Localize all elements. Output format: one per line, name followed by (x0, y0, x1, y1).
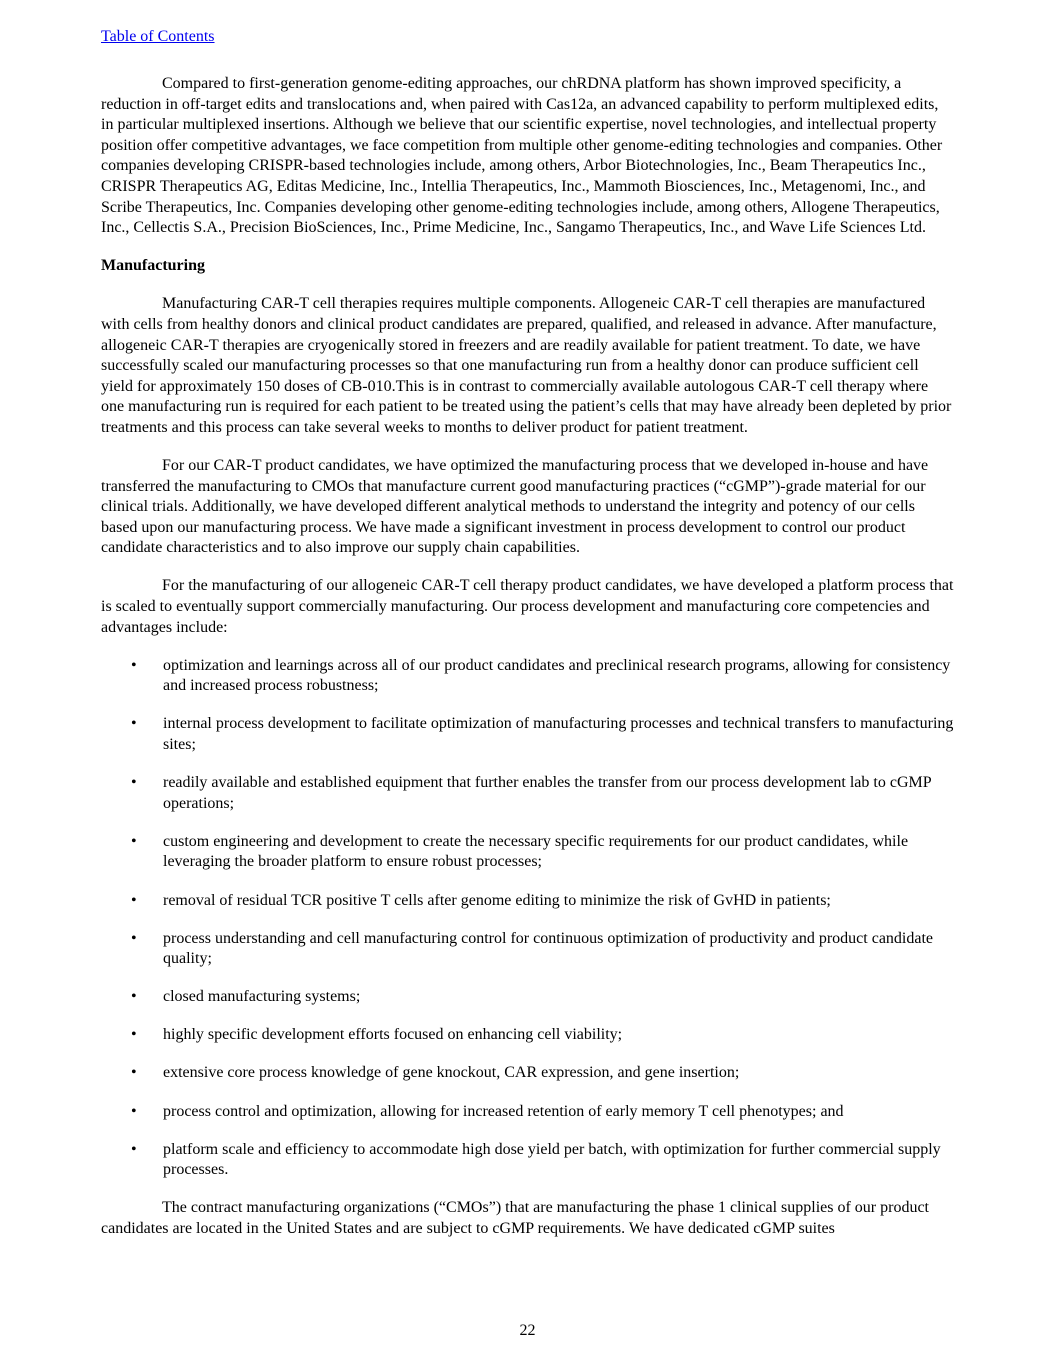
list-item-text: internal process development to facilitate optimization of manufacturing processes and technical transfers to manufacturing sites; (163, 715, 954, 754)
bullet-icon: • (131, 1026, 137, 1044)
bullet-icon: • (131, 832, 137, 850)
list-item-text: removal of residual TCR positive T cells after genome editing to minimize the risk of GvHD in patients; (163, 891, 831, 909)
manufacturing-paragraph: For our CAR-T product candidates, we have optimized the manufacturing process that we developed in-house and have transferred the manufacturing to CMOs that manufacture current good manufacturing practices (“cGMP”)-grade material for our clinical trials. Additionally, we have developed different analytical methods to understand the integrity and potency of our cells based upon our manufacturing process. We have made a significant investment in process development to control our product candidate characteristics and to also improve our supply chain capabilities. (101, 457, 929, 557)
list-item-text: platform scale and efficiency to accommodate high dose yield per batch, with optimization for further commercial supply processes. (163, 1140, 941, 1179)
manufacturing-paragraph: For the manufacturing of our allogeneic CAR-T cell therapy product candidates, we have developed a platform process that is scaled to eventually support commercially manufacturing. Our process development and manufacturing core competencies and advantages include: (101, 577, 954, 636)
bullet-icon: • (131, 891, 137, 909)
bullet-icon: • (131, 929, 137, 947)
bullet-icon: • (131, 1102, 137, 1120)
list-item-text: extensive core process knowledge of gene knockout, CAR expression, and gene insertion; (163, 1064, 740, 1082)
list-item (101, 1063, 954, 1084)
list-item-text: process control and optimization, allowing for increased retention of early memory T cell phenotypes; and (163, 1102, 844, 1120)
manufacturing-heading: Manufacturing (101, 257, 205, 275)
list-item-text: closed manufacturing systems; (163, 988, 361, 1006)
bullet-icon: • (131, 656, 137, 674)
list-item (101, 773, 954, 814)
document-body (101, 74, 954, 1257)
table-of-contents-link[interactable]: Table of Contents (101, 28, 215, 45)
list-item (101, 1102, 954, 1123)
list-item (101, 891, 954, 912)
list-item-text: optimization and learnings across all of our product candidates and preclinical research programs, allowing for consistency and increased process robustness; (163, 656, 951, 695)
competition-paragraph: Compared to first-generation genome-editing approaches, our chRDNA platform has shown improved specificity, a reduction in off-target edits and translocations and, when paired with Cas12a, an advanced capability to perform multiplexed edits, in particular multiplexed insertions. Although we believe that our scientific expertise, novel technologies, and intellectual property position offer competitive advantages, we face competition from multiple other genome-editing technologies and companies. Other companies developing CRISPR-based technologies include, among others, Arbor Biotechnologies, Inc., Beam Therapeutics Inc., CRISPR Therapeutics AG, Editas Medicine, Inc., Intellia Therapeutics, Inc., Mammoth Biosciences, Inc., Metagenomi, Inc., and Scribe Therapeutics, Inc. Companies developing other genome-editing technologies include, among others, Allogene Therapeutics, Inc., Cellectis S.A., Precision BioSciences, Inc., Prime Medicine, Inc., Sangamo Therapeutics, Inc., and Wave Life Sciences Ltd. (101, 75, 943, 237)
list-item (101, 987, 954, 1008)
bullet-icon: • (131, 715, 137, 733)
competencies-list (101, 656, 954, 1181)
bullet-icon: • (131, 1064, 137, 1082)
manufacturing-paragraph: Manufacturing CAR-T cell therapies requires multiple components. Allogeneic CAR-T cell therapies are manufactured with cells from healthy donors and clinical product candidates are prepared, qualified, and released in advance. After manufacture, allogeneic CAR-T therapies are cryogenically stored in freezers and are readily available for patient treatment. To date, we have successfully scaled our manufacturing processes so that one manufacturing run from a healthy donor can produce sufficient cell yield for approximately 150 doses of CB-010.This is in contrast to commercially available autologous CAR-T cell therapy where one manufacturing run is required for each patient to be treated using the patient’s cells that may have already been depleted by prior treatments and this process can take several weeks to months to deliver product for patient treatment. (101, 295, 952, 436)
list-item (101, 929, 954, 970)
bullet-icon: • (131, 988, 137, 1006)
list-item (101, 656, 954, 697)
list-item-text: process understanding and cell manufacturing control for continuous optimization of productivity and product candidate quality; (163, 929, 934, 968)
list-item-text: custom engineering and development to create the necessary specific requirements for our product candidates, while leveraging the broader platform to ensure robust processes; (163, 832, 909, 871)
list-item-text: readily available and established equipment that further enables the transfer from our process development lab to cGMP operations; (163, 774, 932, 812)
bullet-icon: • (131, 1140, 137, 1158)
cmo-paragraph: The contract manufacturing organizations (“CMOs”) that are manufacturing the phase 1 clinical supplies of our product candidates are located in the United States and are subject to cGMP requirements. We have dedicated cGMP suites (101, 1199, 929, 1237)
page-number: 22 (519, 1322, 536, 1339)
list-item (101, 1025, 954, 1046)
bullet-icon: • (131, 774, 137, 792)
list-item-text: highly specific development efforts focused on enhancing cell viability; (163, 1026, 623, 1044)
list-item (101, 714, 954, 755)
list-item (101, 1140, 954, 1181)
list-item (101, 832, 954, 873)
